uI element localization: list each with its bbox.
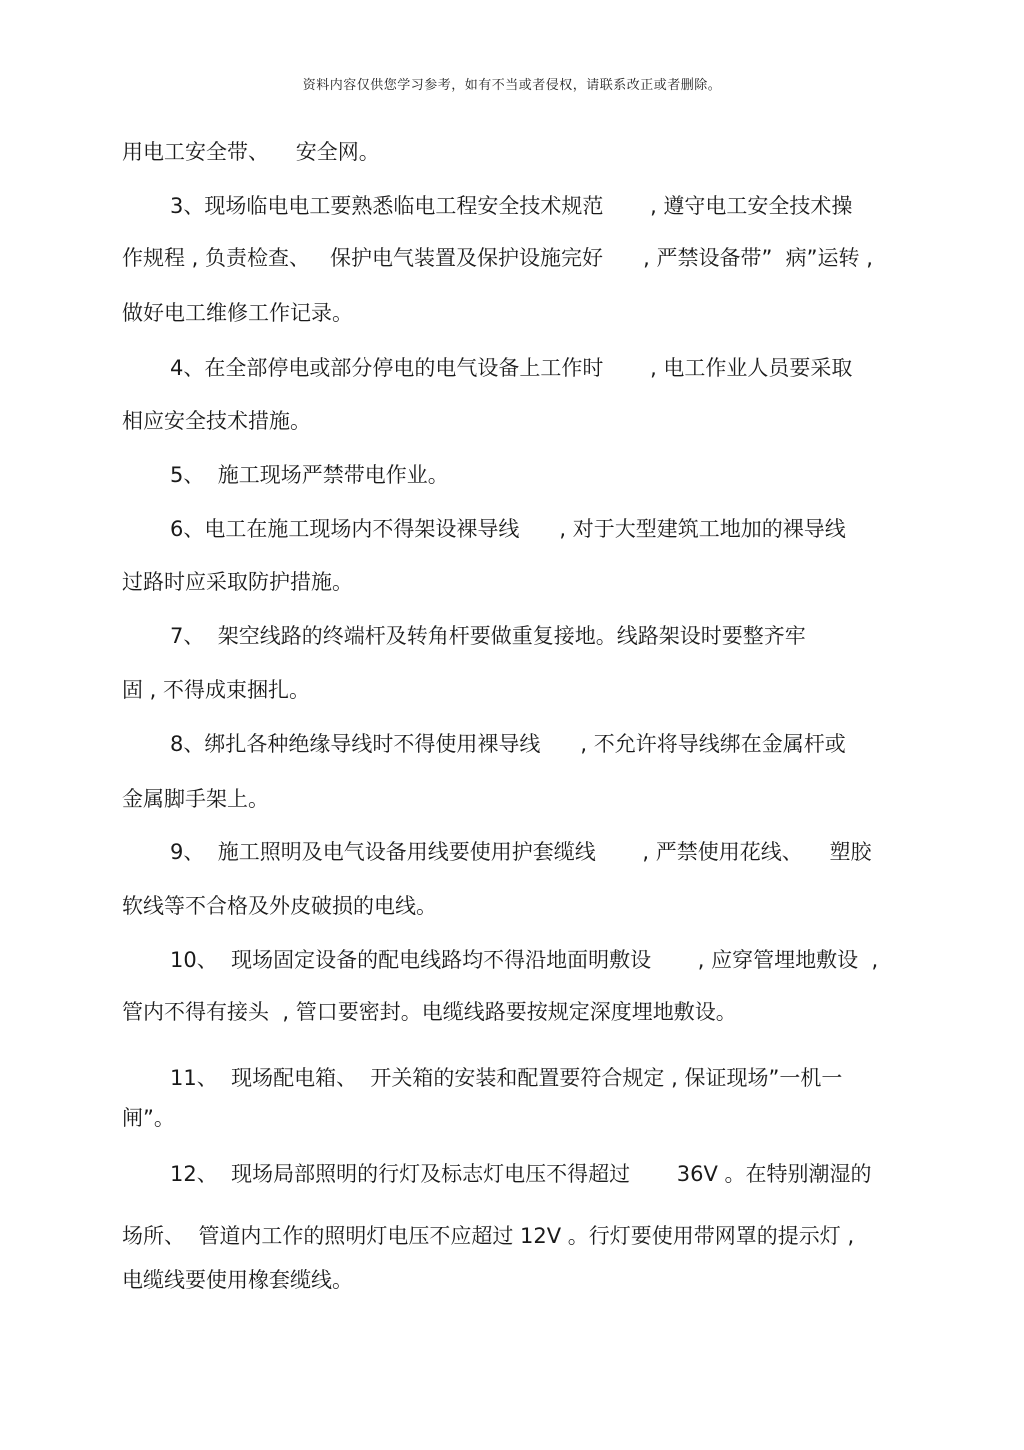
text-line: 软线等不合格及外皮破损的电线。: [122, 894, 437, 918]
text-line: 用电工安全带、 安全网。: [122, 140, 380, 164]
text-line: 12、 现场局部照明的行灯及标志灯电压不得超过 36V 。在特别潮湿的: [170, 1162, 872, 1186]
text-line: 场所、 管道内工作的照明灯电压不应超过 12V 。行灯要使用带网罩的提示灯 ,: [122, 1224, 855, 1248]
text-line: 7、 架空线路的终端杆及转角杆要做重复接地。线路架设时要整齐牢: [170, 624, 806, 648]
text-line: 作规程 , 负责检查、 保护电气装置及保护设施完好 , 严禁设备带” 病”运转 ,: [122, 246, 873, 270]
text-line: 电缆线要使用橡套缆线。: [122, 1268, 353, 1292]
text-line: 10、 现场固定设备的配电线路均不得沿地面明敷设 , 应穿管埋地敷设 ,: [170, 948, 879, 972]
text-line: 3、现场临电电工要熟悉临电工程安全技术规范 , 遵守电工安全技术操: [170, 194, 853, 218]
page-header-notice: 资料内容仅供您学习参考，如有不当或者侵权，请联系改正或者删除。: [302, 78, 722, 93]
text-line: 固 , 不得成束捆扎。: [122, 678, 311, 702]
text-line: 过路时应采取防护措施。: [122, 570, 353, 594]
text-line: 6、电工在施工现场内不得架设裸导线 , 对于大型建筑工地加的裸导线: [170, 517, 846, 541]
text-line: 管内不得有接头 , 管口要密封。电缆线路要按规定深度埋地敷设。: [122, 1000, 737, 1024]
text-line: 闸”。: [122, 1106, 175, 1130]
text-line: 8、绑扎各种绝缘导线时不得使用裸导线 , 不允许将导线绑在金属杆或: [170, 732, 846, 756]
text-line: 金属脚手架上。: [122, 787, 269, 811]
text-line: 5、 施工现场严禁带电作业。: [170, 463, 449, 487]
text-line: 做好电工维修工作记录。: [122, 301, 353, 325]
text-line: 11、 现场配电箱、 开关箱的安装和配置要符合规定 , 保证现场”一机一: [170, 1066, 843, 1090]
text-line: 相应安全技术措施。: [122, 409, 311, 433]
text-line: 9、 施工照明及电气设备用线要使用护套缆线 , 严禁使用花线、 塑胶: [170, 840, 872, 864]
text-line: 4、在全部停电或部分停电的电气设备上工作时 , 电工作业人员要采取: [170, 356, 853, 380]
